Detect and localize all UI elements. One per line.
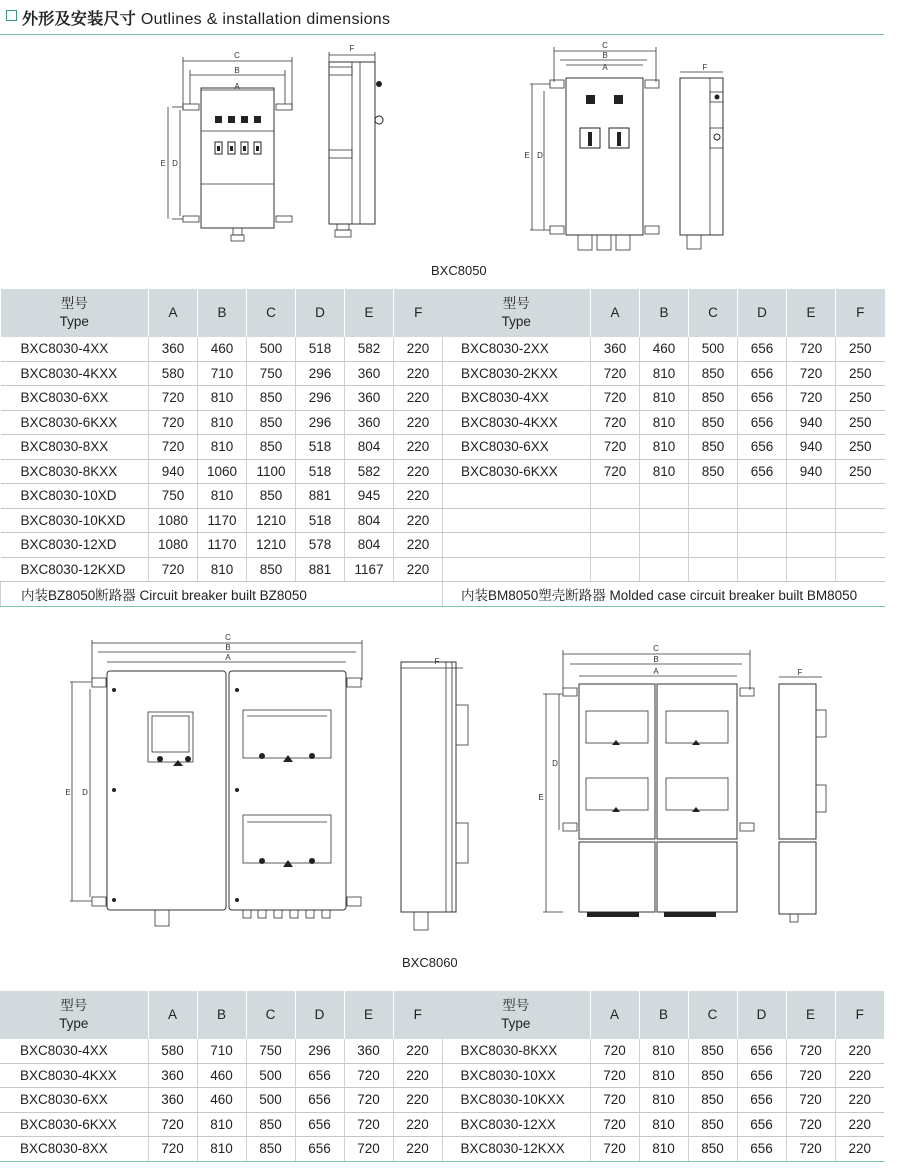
cell-value xyxy=(689,484,738,509)
col-c: C xyxy=(688,991,737,1039)
cell-value xyxy=(787,508,836,533)
cell-value: 810 xyxy=(198,386,247,411)
cell-value: 810 xyxy=(198,557,247,582)
dim-label-e: E xyxy=(160,159,166,168)
cell-type: BXC8030-4XX xyxy=(443,386,591,411)
cell-value: 720 xyxy=(591,459,640,484)
dim-label-f: F xyxy=(349,44,355,53)
cell-value: 360 xyxy=(149,337,198,361)
cell-type: BXC8030-8XX xyxy=(0,1137,148,1162)
col-f: F xyxy=(393,991,442,1039)
cell-value: 940 xyxy=(149,459,198,484)
cell-type: BXC8030-10XX xyxy=(442,1063,590,1088)
cell-value: 220 xyxy=(394,557,443,582)
dim-label-f: F xyxy=(797,668,803,677)
cell-value: 656 xyxy=(737,1137,786,1162)
section-title xyxy=(22,6,390,29)
cell-value: 850 xyxy=(247,410,296,435)
cell-value xyxy=(591,533,640,558)
table-note-row xyxy=(1,582,885,607)
note-molded-case-breaker-bm8050: 内装BM8050塑壳断路器 Molded case circuit breaker built BM8050 xyxy=(443,582,885,607)
cell-value: 296 xyxy=(295,1039,344,1063)
cell-value: 250 xyxy=(836,410,885,435)
cell-value: 850 xyxy=(246,1137,295,1162)
dim-label-d: D xyxy=(537,151,543,160)
dim-label-a: A xyxy=(225,653,231,662)
cell-value: 720 xyxy=(590,1088,639,1113)
dim-label-e: E xyxy=(65,788,71,797)
cell-value: 810 xyxy=(640,386,689,411)
cell-value: 220 xyxy=(394,386,443,411)
cell-value: 850 xyxy=(689,361,738,386)
cell-value: 710 xyxy=(198,361,247,386)
cell-value: 518 xyxy=(296,459,345,484)
table-row xyxy=(1,508,885,533)
cell-value: 460 xyxy=(198,337,247,361)
cell-value: 220 xyxy=(394,361,443,386)
cell-value: 220 xyxy=(394,435,443,460)
col-b: B xyxy=(197,991,246,1039)
table-row xyxy=(0,1088,884,1113)
cell-value xyxy=(640,557,689,582)
cell-value: 656 xyxy=(738,337,787,361)
cell-value: 220 xyxy=(393,1088,442,1113)
cell-type: BXC8030-12KXD xyxy=(1,557,149,582)
cell-value: 580 xyxy=(149,361,198,386)
dim-label-d: D xyxy=(552,759,558,768)
cell-value: 1170 xyxy=(198,508,247,533)
cell-value: 720 xyxy=(786,1039,835,1063)
cell-value xyxy=(836,484,885,509)
cell-value: 720 xyxy=(591,361,640,386)
table-row xyxy=(0,1112,884,1137)
cell-value: 460 xyxy=(197,1063,246,1088)
cell-value: 360 xyxy=(591,337,640,361)
cell-value: 720 xyxy=(149,386,198,411)
col-a: A xyxy=(149,289,198,337)
col-d: D xyxy=(738,289,787,337)
cell-type: BXC8030-10KXD xyxy=(1,508,149,533)
dim-label-f: F xyxy=(434,657,440,666)
cell-value: 750 xyxy=(247,361,296,386)
cell-value: 720 xyxy=(786,1088,835,1113)
cell-type: BXC8030-10XD xyxy=(1,484,149,509)
cell-value: 220 xyxy=(393,1112,442,1137)
cell-value: 850 xyxy=(688,1112,737,1137)
cell-value: 656 xyxy=(738,361,787,386)
table-row xyxy=(0,1039,884,1063)
cell-value: 720 xyxy=(149,410,198,435)
cell-value: 881 xyxy=(296,557,345,582)
cell-value: 720 xyxy=(149,435,198,460)
col-d: D xyxy=(295,991,344,1039)
cell-value: 810 xyxy=(640,361,689,386)
cell-type: BXC8030-6XX xyxy=(443,435,591,460)
table-row xyxy=(0,1063,884,1088)
table-row xyxy=(1,533,885,558)
cell-value xyxy=(836,533,885,558)
col-c: C xyxy=(689,289,738,337)
table-row xyxy=(1,557,885,582)
cell-value: 720 xyxy=(590,1039,639,1063)
col-a: A xyxy=(590,991,639,1039)
cell-value: 656 xyxy=(738,410,787,435)
cell-value: 720 xyxy=(148,1112,197,1137)
cell-value: 720 xyxy=(591,410,640,435)
cell-type: BXC8030-6KXX xyxy=(1,410,149,435)
cell-value: 220 xyxy=(393,1039,442,1063)
cell-value: 810 xyxy=(640,459,689,484)
spec-table-bxc8060 xyxy=(0,991,884,1162)
cell-value: 850 xyxy=(247,484,296,509)
cell-value: 220 xyxy=(835,1063,884,1088)
dim-label-a: A xyxy=(653,667,659,676)
cell-type: BXC8030-6XX xyxy=(0,1088,148,1113)
table-row xyxy=(1,484,885,509)
col-d: D xyxy=(296,289,345,337)
section-header xyxy=(0,0,884,35)
dim-label-b: B xyxy=(602,51,608,60)
cell-value: 720 xyxy=(786,1137,835,1162)
cell-value: 220 xyxy=(394,459,443,484)
col-a: A xyxy=(148,991,197,1039)
dim-label-f: F xyxy=(702,63,708,72)
dim-label-c: C xyxy=(234,51,240,60)
cell-value: 656 xyxy=(737,1088,786,1113)
cell-type xyxy=(443,484,591,509)
cell-value: 220 xyxy=(835,1088,884,1113)
bxc8050-outline-drawings xyxy=(0,40,900,265)
cell-value: 296 xyxy=(296,410,345,435)
col-type: 型号 Type xyxy=(443,289,591,337)
cell-value: 804 xyxy=(345,533,394,558)
cell-value: 296 xyxy=(296,386,345,411)
cell-value: 720 xyxy=(344,1088,393,1113)
col-f: F xyxy=(836,289,885,337)
cell-value xyxy=(689,557,738,582)
col-d: D xyxy=(737,991,786,1039)
cell-value: 656 xyxy=(295,1088,344,1113)
dim-label-b: B xyxy=(653,655,659,664)
cell-value: 720 xyxy=(591,435,640,460)
cell-value: 220 xyxy=(835,1112,884,1137)
cell-value: 1210 xyxy=(247,508,296,533)
cell-value: 220 xyxy=(835,1039,884,1063)
cell-value: 720 xyxy=(149,557,198,582)
cell-value: 1080 xyxy=(149,533,198,558)
dim-label-a: A xyxy=(602,63,608,72)
dim-label-d: D xyxy=(82,788,88,797)
table-header-row xyxy=(0,991,884,1039)
cell-value: 500 xyxy=(246,1088,295,1113)
cell-type: BXC8030-12KXX xyxy=(442,1137,590,1162)
cell-value xyxy=(787,533,836,558)
cell-value: 850 xyxy=(689,459,738,484)
table-row xyxy=(1,459,885,484)
cell-value xyxy=(836,557,885,582)
cell-value: 1170 xyxy=(198,533,247,558)
dim-label-e: E xyxy=(538,793,544,802)
cell-type: BXC8030-4XX xyxy=(1,337,149,361)
cell-value: 296 xyxy=(296,361,345,386)
cell-value: 518 xyxy=(296,508,345,533)
cell-value: 720 xyxy=(787,361,836,386)
col-type: 型号 Type xyxy=(442,991,590,1039)
cell-value: 656 xyxy=(738,459,787,484)
cell-value xyxy=(787,557,836,582)
cell-type: BXC8030-4KXX xyxy=(0,1063,148,1088)
col-c: C xyxy=(247,289,296,337)
cell-value xyxy=(591,557,640,582)
cell-value xyxy=(689,533,738,558)
dim-label-c: C xyxy=(602,41,608,50)
cell-type: BXC8030-10KXX xyxy=(442,1088,590,1113)
cell-value: 940 xyxy=(787,459,836,484)
cell-type: BXC8030-4KXX xyxy=(1,361,149,386)
cell-type: BXC8030-6KXX xyxy=(443,459,591,484)
cell-value: 656 xyxy=(737,1063,786,1088)
cell-value: 720 xyxy=(786,1112,835,1137)
cell-value: 656 xyxy=(295,1112,344,1137)
cell-value: 881 xyxy=(296,484,345,509)
cell-value: 656 xyxy=(737,1039,786,1063)
dim-label-b: B xyxy=(234,66,240,75)
cell-value: 850 xyxy=(689,435,738,460)
cell-value: 250 xyxy=(836,459,885,484)
title-chinese: 外形及安装尺寸 xyxy=(22,11,137,28)
cell-value: 582 xyxy=(345,337,394,361)
cell-value: 250 xyxy=(836,361,885,386)
col-a: A xyxy=(591,289,640,337)
cell-value: 810 xyxy=(198,484,247,509)
cell-value: 720 xyxy=(344,1137,393,1162)
cell-value: 804 xyxy=(345,435,394,460)
cell-value xyxy=(738,557,787,582)
cell-value: 220 xyxy=(394,533,443,558)
cell-value: 810 xyxy=(197,1112,246,1137)
cell-value: 220 xyxy=(394,337,443,361)
cell-value: 460 xyxy=(640,337,689,361)
cell-value xyxy=(836,508,885,533)
cell-type: BXC8030-2KXX xyxy=(443,361,591,386)
cell-value: 360 xyxy=(148,1063,197,1088)
col-e: E xyxy=(786,991,835,1039)
cell-value xyxy=(738,533,787,558)
dim-label-a: A xyxy=(234,82,240,91)
table-row xyxy=(1,337,885,361)
cell-value: 810 xyxy=(639,1137,688,1162)
cell-value: 656 xyxy=(738,435,787,460)
cell-value: 810 xyxy=(198,410,247,435)
cell-value: 500 xyxy=(247,337,296,361)
table-row xyxy=(1,435,885,460)
cell-value xyxy=(689,508,738,533)
cell-type: BXC8030-12XD xyxy=(1,533,149,558)
cell-type: BXC8030-4KXX xyxy=(443,410,591,435)
table-row xyxy=(1,386,885,411)
cell-value: 656 xyxy=(738,386,787,411)
cell-value: 220 xyxy=(835,1137,884,1162)
cell-value: 850 xyxy=(688,1039,737,1063)
cell-value: 656 xyxy=(737,1112,786,1137)
cell-value: 1167 xyxy=(345,557,394,582)
cell-value xyxy=(640,508,689,533)
cell-value: 1060 xyxy=(198,459,247,484)
cell-value: 850 xyxy=(688,1088,737,1113)
cell-value: 582 xyxy=(345,459,394,484)
cell-value: 850 xyxy=(689,386,738,411)
dim-label-c: C xyxy=(653,644,659,653)
col-type: 型号 Type xyxy=(1,289,149,337)
cell-value: 518 xyxy=(296,435,345,460)
cell-value: 810 xyxy=(197,1137,246,1162)
cell-value: 500 xyxy=(246,1063,295,1088)
cell-value: 360 xyxy=(345,386,394,411)
cell-value xyxy=(787,484,836,509)
col-b: B xyxy=(640,289,689,337)
cell-value xyxy=(591,484,640,509)
cell-value: 850 xyxy=(247,386,296,411)
cell-type: BXC8030-12XX xyxy=(442,1112,590,1137)
cell-value: 1210 xyxy=(247,533,296,558)
cell-type: BXC8030-6KXX xyxy=(0,1112,148,1137)
cell-value: 750 xyxy=(149,484,198,509)
cell-value: 460 xyxy=(197,1088,246,1113)
table-header-row xyxy=(1,289,885,337)
cell-value: 710 xyxy=(197,1039,246,1063)
cell-value: 720 xyxy=(590,1137,639,1162)
cell-value: 656 xyxy=(295,1063,344,1088)
model-label-bxc8050: BXC8050 xyxy=(431,263,487,278)
cell-value: 518 xyxy=(296,337,345,361)
cell-value: 810 xyxy=(198,435,247,460)
cell-value: 940 xyxy=(787,435,836,460)
cell-value: 850 xyxy=(247,435,296,460)
col-type: 型号 Type xyxy=(0,991,148,1039)
table-row xyxy=(1,361,885,386)
cell-value: 850 xyxy=(246,1112,295,1137)
cell-value: 850 xyxy=(247,557,296,582)
cell-value: 810 xyxy=(640,435,689,460)
cell-type: BXC8030-8KXX xyxy=(442,1039,590,1063)
col-c: C xyxy=(246,991,295,1039)
dim-label-e: E xyxy=(524,151,530,160)
cell-type: BXC8030-8XX xyxy=(1,435,149,460)
dim-label-c: C xyxy=(225,633,231,642)
table-row xyxy=(1,410,885,435)
cell-value: 720 xyxy=(786,1063,835,1088)
checkbox-square-icon xyxy=(6,10,17,21)
cell-value: 720 xyxy=(590,1063,639,1088)
cell-value xyxy=(738,484,787,509)
cell-value: 656 xyxy=(295,1137,344,1162)
cell-value: 360 xyxy=(345,361,394,386)
cell-type xyxy=(443,533,591,558)
cell-value xyxy=(640,533,689,558)
cell-value: 220 xyxy=(393,1137,442,1162)
cell-value: 578 xyxy=(296,533,345,558)
cell-value: 810 xyxy=(640,410,689,435)
cell-value: 720 xyxy=(590,1112,639,1137)
cell-value: 750 xyxy=(246,1039,295,1063)
spec-table-bxc8050 xyxy=(0,289,885,607)
dim-label-d: D xyxy=(172,159,178,168)
cell-value: 580 xyxy=(148,1039,197,1063)
cell-value: 360 xyxy=(148,1088,197,1113)
model-label-bxc8060: BXC8060 xyxy=(402,955,458,970)
cell-value: 810 xyxy=(639,1088,688,1113)
cell-value: 250 xyxy=(836,386,885,411)
note-circuit-breaker-bz8050: 内装BZ8050断路器 Circuit breaker built BZ8050 xyxy=(1,582,443,607)
cell-value: 720 xyxy=(344,1063,393,1088)
cell-value: 720 xyxy=(148,1137,197,1162)
cell-value: 804 xyxy=(345,508,394,533)
cell-value: 250 xyxy=(836,435,885,460)
cell-value: 945 xyxy=(345,484,394,509)
cell-type: BXC8030-8KXX xyxy=(1,459,149,484)
cell-type: BXC8030-2XX xyxy=(443,337,591,361)
cell-value xyxy=(591,508,640,533)
cell-value: 850 xyxy=(688,1137,737,1162)
cell-type xyxy=(443,557,591,582)
cell-value: 220 xyxy=(394,484,443,509)
cell-type xyxy=(443,508,591,533)
col-b: B xyxy=(198,289,247,337)
title-english: Outlines & installation dimensions xyxy=(140,11,391,28)
cell-value: 720 xyxy=(787,386,836,411)
col-b: B xyxy=(639,991,688,1039)
cell-value: 940 xyxy=(787,410,836,435)
cell-value: 500 xyxy=(689,337,738,361)
cell-value: 220 xyxy=(394,410,443,435)
cell-value: 220 xyxy=(393,1063,442,1088)
cell-value: 850 xyxy=(688,1063,737,1088)
cell-value xyxy=(640,484,689,509)
col-e: E xyxy=(344,991,393,1039)
col-e: E xyxy=(345,289,394,337)
cell-value: 720 xyxy=(787,337,836,361)
cell-value: 360 xyxy=(344,1039,393,1063)
cell-value: 220 xyxy=(394,508,443,533)
cell-value: 850 xyxy=(689,410,738,435)
cell-value xyxy=(738,508,787,533)
cell-type: BXC8030-4XX xyxy=(0,1039,148,1063)
cell-value: 720 xyxy=(344,1112,393,1137)
cell-value: 810 xyxy=(639,1039,688,1063)
cell-type: BXC8030-6XX xyxy=(1,386,149,411)
col-e: E xyxy=(787,289,836,337)
cell-value: 1080 xyxy=(149,508,198,533)
cell-value: 250 xyxy=(836,337,885,361)
cell-value: 810 xyxy=(639,1063,688,1088)
dim-label-b: B xyxy=(225,643,231,652)
table-row xyxy=(0,1137,884,1162)
cell-value: 810 xyxy=(639,1112,688,1137)
col-f: F xyxy=(394,289,443,337)
cell-value: 720 xyxy=(591,386,640,411)
col-f: F xyxy=(835,991,884,1039)
cell-value: 360 xyxy=(345,410,394,435)
cell-value: 1100 xyxy=(247,459,296,484)
bxc8060-outline-drawings xyxy=(0,625,900,955)
